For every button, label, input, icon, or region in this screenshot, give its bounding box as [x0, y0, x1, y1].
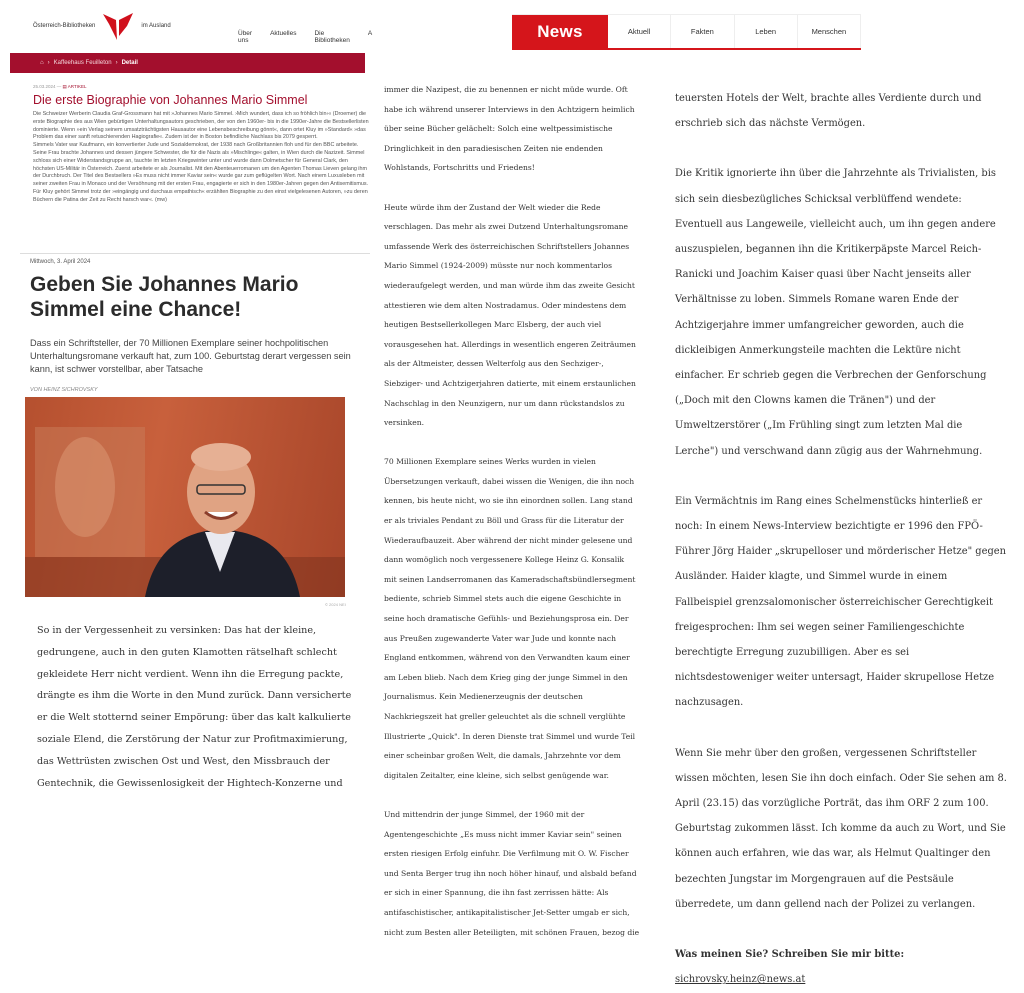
- text-line: Eventuell aus Langeweile, vielleicht auch, um ihn gegen andere: [675, 218, 996, 230]
- text-line: wiederaufgelegt werden, und man würde ihm das zweite Gesicht: [384, 280, 635, 290]
- text-line: nicht zum Besten aller Beteiligten, mit schönen Frauen, bezog die: [384, 927, 640, 937]
- article-body-left: [37, 620, 351, 794]
- logo-mark-icon: [101, 12, 135, 40]
- text-line: noch: In einem News-Interview bezichtigte er 1996 den FPÖ-: [675, 521, 983, 533]
- text-line: vorausgesehen hat. Allerdings in wesentlich engeren Zeiträumen: [384, 339, 636, 349]
- paragraph-gap: [384, 433, 639, 453]
- news-lead: Dass ein Schriftsteller, der 70 Millionen Exemplare seiner hochpolitischen Unterhaltungsromane verkauft hat, zum 100. Geburtstag derart vergessen sein kann, ist schwer vorstellbar, aber Tatsache: [30, 338, 351, 374]
- text-line: Journalismus. Kein Medienerzeugnis der deutschen: [384, 692, 583, 702]
- text-line: als der Altmeister, dessen Welterfolg aus den Sechziger-,: [384, 359, 604, 369]
- news-logo[interactable]: News: [512, 15, 608, 48]
- text-line: Geburtstag zukommen lässt. Ich komme da auch zu Wort, und Sie: [675, 823, 1006, 835]
- text-line: Lerche") und verschwand dann zügig aus der Wahrnehmung.: [675, 445, 983, 457]
- text-line: einfacher. Er schrieb gegen die Verbrechen der Genforschung: [675, 370, 987, 382]
- text-line: drängte es ihm die Worte in den Mund zurück. Dann versicherte: [37, 690, 352, 702]
- text-line: freigesprochen: Ihm sei wegen seiner Familiengeschichte: [675, 621, 965, 633]
- logo-text-right: im Ausland: [141, 23, 171, 29]
- text-line: teuersten Hotels der Welt, brachte alles Verdiente durch und: [675, 93, 982, 104]
- nav-ueber-uns[interactable]: Über uns: [238, 30, 253, 44]
- text-line: Achtzigerjahre immer umfangreicher geworden, auch die: [675, 319, 964, 331]
- news-article-date: Mittwoch, 3. April 2024: [30, 259, 91, 265]
- breadcrumb-separator: ›: [115, 60, 118, 66]
- nav-more[interactable]: A: [367, 30, 373, 37]
- tab-menschen[interactable]: Menschen: [798, 15, 861, 48]
- news-byline: VON HEINZ SICHROVSKY: [30, 387, 98, 393]
- text-line: nachzusagen.: [675, 697, 744, 709]
- text-line: er sich in einer Spannung, die ihn fast zerrissen hätte: Als: [384, 888, 609, 898]
- text-line: berechtigte Erregung zuzubilligen. Aber es sei: [675, 647, 910, 659]
- text-line: Verhältnisse zu loben. Simmels Romane waren Ende der: [675, 294, 959, 306]
- summary-paragraph: Die Schweizer Werberin Claudia Graf-Grossmann hat mit »Johannes Mario Simmel. ›Mich wundert, dass ich so fröhlich bin‹« (Droemer) die erste Biographie des aus Wien gebürtigen Unterhaltungsautors geschrieben, der von den 1960er- bis in die 1990er-Jahre die Bestsellerlisten dominierte. Wenn »ein Verlag seinem umsatzträchtigsten Hausautor eine Lebensbeschreibung gönnt«, dann ortet Kluy im »Standard« »das Problem das einer sanft retuschierenden Hagiografie«. Zudem ist der in Boston befindliche Nachlass bis 2079 gesperrt.: [33, 111, 369, 141]
- paragraph-gap: [384, 785, 639, 805]
- text-line: er als triviales Pendant zu Böll und Grass für die Literatur der: [384, 516, 624, 526]
- text-line: So in der Vergessenheit zu versinken: Das hat der kleine,: [37, 625, 317, 636]
- news-navbar: [512, 14, 861, 50]
- text-line: wissen möchten, lesen Sie ihn doch einfach. Oder Sie sehen am 8.: [675, 772, 1007, 784]
- text-line: Nachschlag in den Neunzigern, nur um dann rückstandslos zu: [384, 398, 625, 408]
- summary-paragraph: Simmels Vater war Kaufmann, ein konvertierter Jude und Sozialdemokrat, der 1938 nach Großbritannien floh und für den BBC arbeitete. Seine Frau brachte Johannes und dessen jüngere Schwester, die für die Nazis als »Mischlinge« galten, in Wien durch die Nazizeit. Simmel schloss sich einer Widerstandsgruppe an, tauchte im letzten Kriegswinter unter und wurde dann Dolmetscher für General Clark, den höchsten US-Militär in Österreich. Zuerst arbeitete er als Journalist. Mit den Abenteuerromanen um den Agenten Thomas Lieven gelang ihm der Durchbruch. Der Titel des Bestsellers »Es muss nicht immer Kaviar sein« wurde gar zum geflügelten Wort. Nach einem Luxusleben mit seiner zweiten Frau in Monaco und der Versöhnung mit der ersten Frau, engagierte er sich in den 1980er-Jahren gegen den Antisemitismus.: [33, 142, 369, 188]
- text-line: Heute würde ihm der Zustand der Welt wieder die Rede: [384, 202, 601, 212]
- text-line: Ein Vermächtnis im Rang eines Schelmenstücks hinterließ er: [675, 495, 983, 507]
- nav-bibliotheken[interactable]: Die Bibliotheken: [314, 30, 350, 44]
- text-line: April (23.15) das vorzügliche Porträt, das ihm ORF 2 zum 100.: [675, 798, 989, 810]
- text-line: verschlagen. Das mehr als zwei Dutzend Unterhaltungsromane: [384, 222, 629, 232]
- text-line: umfassende Werk des österreichischen Schriftstellers Johannes: [384, 241, 630, 251]
- divider: [20, 253, 370, 254]
- tab-fakten[interactable]: Fakten: [671, 15, 734, 48]
- reader-question: Was meinen Sie? Schreiben Sie mir bitte:: [675, 949, 905, 961]
- text-line: aus Preußen zugewanderte Vater war Jude und konnte nach: [384, 633, 617, 643]
- text-line: Übersetzungen verkauft, dabei wissen die Wenigen, die ihn noch: [384, 476, 635, 486]
- text-line: Wohlstands, Fortschritts und Friedens!: [384, 163, 535, 173]
- text-line: das Wettrüsten zwischen Ost und West, den Missbrauch der: [37, 755, 330, 767]
- breadcrumb: [10, 53, 365, 73]
- text-line: Die Kritik ignorierte ihn über die Jahrzehnte als Trivialisten, bis: [675, 168, 996, 180]
- paragraph-gap: [675, 464, 1007, 489]
- text-line: soziale Elend, die Zerstörung der Natur zur Profitmaximierung,: [37, 733, 348, 745]
- text-line: bezechten Jungstar im Morgengrauen auf die Pestsäule: [675, 873, 954, 885]
- text-line: heutigen Bestsellerkollegen Marc Elsberg, der auch viel: [384, 320, 602, 330]
- text-line: Und mittendrin der junge Simmel, der 1960 mit der: [384, 809, 585, 819]
- text-line: bediente, schrieb Simmel stets auch die eigene Geschichte in: [384, 594, 622, 604]
- library-logo[interactable]: [33, 12, 171, 40]
- article-title: Die erste Biographie von Johannes Mario Simmel: [33, 93, 308, 107]
- text-line: habe ich während unserer Interviews in den Achtzigern heimlich: [384, 104, 635, 114]
- text-line: Illustrierte „Quick". In deren Dienste trat Simmel und wurde Teil: [384, 731, 636, 741]
- article-summary: [33, 111, 370, 205]
- article-meta: [33, 84, 86, 90]
- author-email-link[interactable]: sichrovsky.heinz@news.at: [675, 974, 806, 986]
- paragraph-gap: [675, 716, 1007, 741]
- news-headline: Geben Sie Johannes Mario Simmel eine Chance!: [30, 273, 299, 321]
- text-line: können auch erfahren, wie das war, als Helmut Qualtinger den: [675, 848, 991, 860]
- author-portrait-photo: [25, 397, 345, 597]
- text-line: dann womöglich noch vergessenere Kollege Heinz G. Konsalik: [384, 555, 625, 565]
- text-line: Gentechnik, die Gewissenlosigkeit der Hightech-Konzerne und: [37, 777, 343, 789]
- nav-aktuelles[interactable]: Aktuelles: [270, 30, 297, 37]
- meta-date: 25.03.2024 —: [33, 84, 62, 89]
- text-line: England entkommen, während von den Verwandten kaum einer: [384, 653, 630, 663]
- text-line: Mario Simmel (1924-2009) müsste nur noch kommentarlos: [384, 261, 613, 271]
- text-line: auszuspielen, begannen ihn die Kritikerpäpste Marcel Reich-: [675, 244, 982, 256]
- text-line: Führer Jörg Haider „skrupelloser und mörderischer Hetze" gegen: [675, 546, 1006, 558]
- text-line: kennen, bis heute nicht, wo sie ihn einordnen sollen. Lang stand: [384, 496, 633, 506]
- article-body-right: [675, 86, 1007, 993]
- paragraph-gap: [384, 178, 639, 198]
- article-body-middle: [384, 80, 639, 942]
- text-line: Agentengeschichte „Es muss nicht immer Kaviar sein" seinen: [384, 829, 622, 839]
- paragraph-gap: [675, 917, 1007, 942]
- text-line: er die Welt stotternd seiner Empörung: über das kalt kalkulierte: [37, 712, 351, 724]
- summary-paragraph: Für Kluy gehört Simmel trotz der »eingängig und durchaus empathisch« erzählten Biographie zu den einst vielgelesenen Autoren, »zu deren Büchern die Patina der Zeit zu Recht harsch war«. (mw): [33, 188, 368, 203]
- text-line: mit seinen Landserromanen das Kameradschaftsbündlersegment: [384, 574, 636, 584]
- text-line: einer scheinbar großen Welt, die damals, Jahrzehnte vor dem: [384, 751, 621, 761]
- text-line: Ranicki und Joachim Kaiser quasi über Nacht jenseits aller: [675, 269, 971, 281]
- breadcrumb-feuilleton[interactable]: Kaffeehaus Feuilleton: [53, 60, 112, 66]
- text-line: versinken.: [384, 418, 425, 428]
- text-line: gekleidete Herr nicht verdient. Wenn ihn die Erregung packte,: [37, 668, 344, 680]
- text-line: und Senta Berger trug ihn noch höher hinauf, und alsbald befand: [384, 868, 637, 878]
- text-line: Wenn Sie mehr über den großen, vergessenen Schriftsteller: [675, 747, 977, 759]
- text-line: immer die Nazipest, die zu benennen er nicht müde wurde. Oft: [384, 85, 628, 94]
- text-line: Nachkriegszeit hat greller geleuchtet als die schnell verglühte: [384, 712, 626, 721]
- tab-aktuell[interactable]: Aktuell: [608, 15, 671, 48]
- text-line: nichtsdestoweniger weiter untersagt, Haider skrupellose Hetze: [675, 672, 995, 684]
- text-line: ersten riesigen Erfolg einfuhr. Die Verfilmung mit O. W. Fischer: [384, 849, 629, 859]
- text-line: antifaschistischer, antikapitalistischer Jet-Setter umgab er sich,: [384, 907, 630, 917]
- photo-credit: © 2024 NEI: [325, 602, 346, 607]
- text-line: gedrungene, auch in den guten Klamotten rätselhaft schlecht: [37, 646, 337, 658]
- text-line: Umweltzerstörer („Im Frühling singt zum letzten Mal die: [675, 420, 963, 432]
- text-line: Siebziger- und Achtzigerjahren datierte, mit einem erstaunlichen: [384, 378, 636, 388]
- text-line: Ausländer. Haider klagte, und Simmel wurde in einem: [675, 571, 948, 583]
- text-line: digitalen Zeitalter, eine kleine, sich selbst genügende war.: [384, 770, 609, 780]
- text-line: 70 Millionen Exemplare seines Werks wurden in vielen: [384, 457, 596, 467]
- text-line: Wiederaufbauzeit. Aber während der nicht minder gelesene und: [384, 535, 633, 545]
- text-line: über seine Bücher gelächelt: Solch eine weltpessimistische: [384, 124, 613, 134]
- text-line: erschrieb sich das nächste Vermögen.: [675, 118, 866, 130]
- text-line: Fallbeispiel grenzsalomonischer österreichischer Gerechtigkeit: [675, 596, 993, 608]
- meta-tag[interactable]: ▤ ARTIKEL: [62, 84, 87, 89]
- text-line: attestieren wie dem alten Nostradamus. Oder mindestens dem: [384, 300, 627, 310]
- logo-text-left: Österreich-Bibliotheken: [33, 23, 96, 29]
- text-line: überredete, um dann gellend nach der Polizei zu verlangen.: [675, 898, 976, 910]
- breadcrumb-detail: Detail: [121, 60, 138, 66]
- breadcrumb-separator: ›: [47, 60, 50, 66]
- text-line: am Leben blieb. Nach dem Krieg ging der junge Simmel in den: [384, 672, 628, 682]
- text-line: seine hoch dramatische Gefühls- und Beziehungsprosa ein. Der: [384, 614, 629, 624]
- text-line: dickleibigen Anmerkungsteile machten die Lektüre nicht: [675, 344, 961, 356]
- text-line: („Doch mit den Clowns kamen die Tränen") und der: [675, 395, 936, 407]
- paragraph-gap: [675, 136, 1007, 161]
- home-icon[interactable]: ⌂: [40, 60, 44, 66]
- text-line: sich sein diesbezügliches Schicksal verblüffend wendete:: [675, 193, 962, 205]
- text-line: Dringlichkeit in den paradiesischen Zeiten nie endenden: [384, 143, 603, 153]
- top-navigation: [238, 30, 372, 44]
- tab-leben[interactable]: Leben: [735, 15, 798, 48]
